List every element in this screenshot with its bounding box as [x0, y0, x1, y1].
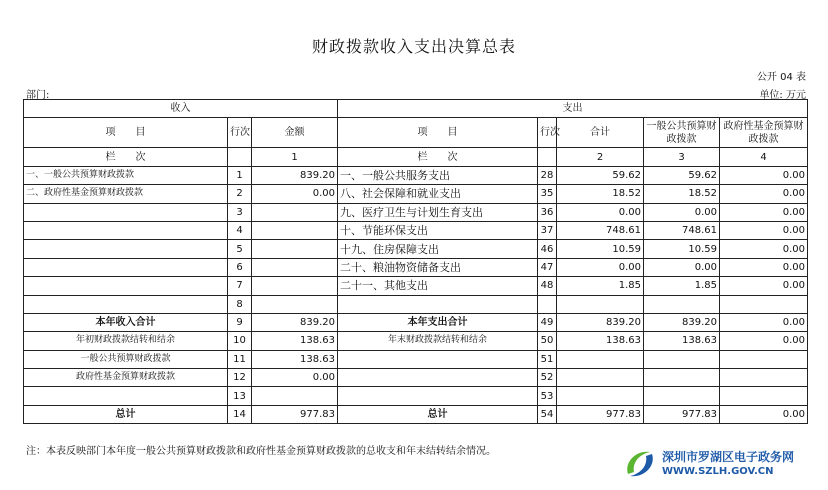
budget-summary-table	[23, 99, 808, 424]
left-row-no-cell: 11	[228, 350, 252, 368]
right-row-no-cell: 53	[538, 387, 557, 405]
left-amount-cell	[252, 387, 338, 405]
left-amount-cell	[252, 240, 338, 258]
right-item-cell: 二十、粮油物资储备支出	[338, 258, 538, 276]
table-row	[24, 369, 808, 387]
right-fund-cell	[720, 350, 808, 368]
right-item-cell	[338, 369, 538, 387]
right-row-no-cell: 47	[538, 258, 557, 276]
empty-cell	[538, 148, 557, 166]
right-fund-cell: 0.00	[720, 313, 808, 331]
column-number-1: 1	[252, 148, 338, 166]
table-row	[24, 405, 808, 423]
right-total-cell: 748.61	[557, 221, 644, 239]
left-row-no-cell: 2	[228, 185, 252, 203]
footnote: 注：本表反映部门本年度一般公共预算财政拨款和政府性基金预算财政拨款的总收支和年末结转结余情况。	[26, 446, 496, 457]
left-item-cell	[24, 295, 228, 313]
right-fund-cell: 0.00	[720, 185, 808, 203]
right-total-cell: 10.59	[557, 240, 644, 258]
table-row	[24, 185, 808, 203]
right-general-cell: 18.52	[644, 185, 720, 203]
general-budget-header: 一般公共预算财政拨款	[644, 118, 720, 148]
right-row-no-cell: 37	[538, 221, 557, 239]
right-fund-cell	[720, 387, 808, 405]
right-total-cell	[557, 369, 644, 387]
left-amount-cell	[252, 277, 338, 295]
table-row	[24, 350, 808, 368]
left-amount-cell	[252, 258, 338, 276]
right-row-no-cell: 50	[538, 332, 557, 350]
left-row-no-cell: 13	[228, 387, 252, 405]
right-row-no-cell: 36	[538, 203, 557, 221]
right-fund-cell: 0.00	[720, 240, 808, 258]
logo-site-name: 深圳市罗湖区电子政务网	[662, 450, 795, 464]
right-fund-cell: 0.00	[720, 277, 808, 295]
left-amount-cell: 138.63	[252, 350, 338, 368]
left-amount-cell	[252, 295, 338, 313]
right-general-cell: 10.59	[644, 240, 720, 258]
left-item-cell	[24, 258, 228, 276]
income-item-header: 项 目	[24, 118, 228, 148]
expense-row-no-header: 行次	[538, 118, 557, 148]
right-general-cell	[644, 387, 720, 405]
table-row	[24, 387, 808, 405]
right-total-cell	[557, 350, 644, 368]
page-title: 财政拨款收入支出决算总表	[311, 37, 516, 56]
left-row-no-cell: 9	[228, 313, 252, 331]
left-item-cell	[24, 277, 228, 295]
right-fund-cell	[720, 295, 808, 313]
empty-cell	[228, 148, 252, 166]
right-fund-cell: 0.00	[720, 203, 808, 221]
left-item-cell: 二、政府性基金预算财政拨款	[24, 185, 228, 203]
right-fund-cell: 0.00	[720, 405, 808, 423]
table-row	[24, 221, 808, 239]
form-number: 公开 04 表	[756, 72, 806, 83]
right-total-cell: 977.83	[557, 405, 644, 423]
column-number-4: 4	[720, 148, 808, 166]
right-fund-cell: 0.00	[720, 221, 808, 239]
left-amount-cell: 138.63	[252, 332, 338, 350]
left-item-cell: 本年收入合计	[24, 313, 228, 331]
table-row	[24, 332, 808, 350]
left-row-no-cell: 4	[228, 221, 252, 239]
left-item-cell	[24, 240, 228, 258]
right-fund-cell	[720, 369, 808, 387]
right-total-cell: 0.00	[557, 203, 644, 221]
table-row	[24, 295, 808, 313]
right-general-cell: 1.85	[644, 277, 720, 295]
right-row-no-cell	[538, 295, 557, 313]
right-row-no-cell: 46	[538, 240, 557, 258]
right-item-cell	[338, 350, 538, 368]
left-item-cell: 一般公共预算财政拨款	[24, 350, 228, 368]
right-row-no-cell: 54	[538, 405, 557, 423]
unit-label: 单位: 万元	[759, 90, 806, 101]
left-item-cell	[24, 221, 228, 239]
right-item-cell	[338, 387, 538, 405]
right-row-no-cell: 28	[538, 166, 557, 184]
income-row-no-header: 行次	[228, 118, 252, 148]
column-number-2: 2	[557, 148, 644, 166]
right-item-cell: 十、节能环保支出	[338, 221, 538, 239]
right-general-cell	[644, 350, 720, 368]
right-general-cell: 977.83	[644, 405, 720, 423]
left-amount-cell	[252, 203, 338, 221]
right-general-cell: 59.62	[644, 166, 720, 184]
right-total-cell: 1.85	[557, 277, 644, 295]
right-row-no-cell: 35	[538, 185, 557, 203]
department-label: 部门:	[26, 90, 50, 101]
table-row	[24, 277, 808, 295]
left-amount-cell: 977.83	[252, 405, 338, 423]
left-item-cell: 一、一般公共预算财政拨款	[24, 166, 228, 184]
left-row-no-cell: 12	[228, 369, 252, 387]
right-item-cell: 总计	[338, 405, 538, 423]
logo-site-url: WWW.SZLH.GOV.CN	[662, 466, 774, 477]
right-fund-cell: 0.00	[720, 258, 808, 276]
expense-header: 支出	[338, 100, 808, 118]
left-amount-cell: 0.00	[252, 185, 338, 203]
right-item-cell: 八、社会保障和就业支出	[338, 185, 538, 203]
right-item-cell: 年末财政拨款结转和结余	[338, 332, 538, 350]
right-general-cell: 0.00	[644, 258, 720, 276]
right-row-no-cell: 52	[538, 369, 557, 387]
right-general-cell	[644, 369, 720, 387]
left-amount-cell: 839.20	[252, 166, 338, 184]
left-row-no-cell: 7	[228, 277, 252, 295]
left-item-cell: 总计	[24, 405, 228, 423]
right-item-cell: 二十一、其他支出	[338, 277, 538, 295]
right-row-no-cell: 48	[538, 277, 557, 295]
right-total-cell: 59.62	[557, 166, 644, 184]
right-fund-cell: 0.00	[720, 332, 808, 350]
left-amount-cell	[252, 221, 338, 239]
left-row-no-cell: 14	[228, 405, 252, 423]
right-general-cell: 748.61	[644, 221, 720, 239]
right-item-cell: 十九、住房保障支出	[338, 240, 538, 258]
left-row-no-cell: 3	[228, 203, 252, 221]
left-row-no-cell: 1	[228, 166, 252, 184]
total-header: 合计	[557, 118, 644, 148]
right-total-cell	[557, 295, 644, 313]
logo-swirl-icon	[622, 444, 658, 484]
right-general-cell: 839.20	[644, 313, 720, 331]
right-general-cell	[644, 295, 720, 313]
left-row-no-cell: 10	[228, 332, 252, 350]
right-total-cell: 138.63	[557, 332, 644, 350]
right-total-cell: 839.20	[557, 313, 644, 331]
right-row-no-cell: 51	[538, 350, 557, 368]
right-row-no-cell: 49	[538, 313, 557, 331]
left-amount-cell: 839.20	[252, 313, 338, 331]
left-row-no-cell: 6	[228, 258, 252, 276]
right-general-cell: 0.00	[644, 203, 720, 221]
fund-budget-header: 政府性基金预算财政拨款	[720, 118, 808, 148]
right-total-cell: 18.52	[557, 185, 644, 203]
right-item-cell	[338, 295, 538, 313]
amount-header: 金额	[252, 118, 338, 148]
income-header: 收入	[24, 100, 338, 118]
table-row	[24, 240, 808, 258]
left-item-cell: 年初财政拨款结转和结余	[24, 332, 228, 350]
left-row-no-cell: 8	[228, 295, 252, 313]
table-row	[24, 313, 808, 331]
left-item-cell	[24, 387, 228, 405]
expense-item-header: 项 目	[338, 118, 538, 148]
right-item-cell: 本年支出合计	[338, 313, 538, 331]
table-row	[24, 203, 808, 221]
right-fund-cell: 0.00	[720, 166, 808, 184]
left-amount-cell: 0.00	[252, 369, 338, 387]
right-total-cell: 0.00	[557, 258, 644, 276]
site-logo-watermark	[622, 444, 822, 488]
left-item-cell: 政府性基金预算财政拨款	[24, 369, 228, 387]
right-item-cell: 九、医疗卫生与计划生育支出	[338, 203, 538, 221]
column-label-right: 栏 次	[338, 148, 538, 166]
column-number-3: 3	[644, 148, 720, 166]
table-row	[24, 258, 808, 276]
right-item-cell: 一、一般公共服务支出	[338, 166, 538, 184]
right-general-cell: 138.63	[644, 332, 720, 350]
left-row-no-cell: 5	[228, 240, 252, 258]
right-total-cell	[557, 387, 644, 405]
table-row	[24, 166, 808, 184]
left-item-cell	[24, 203, 228, 221]
column-label-left: 栏 次	[24, 148, 228, 166]
